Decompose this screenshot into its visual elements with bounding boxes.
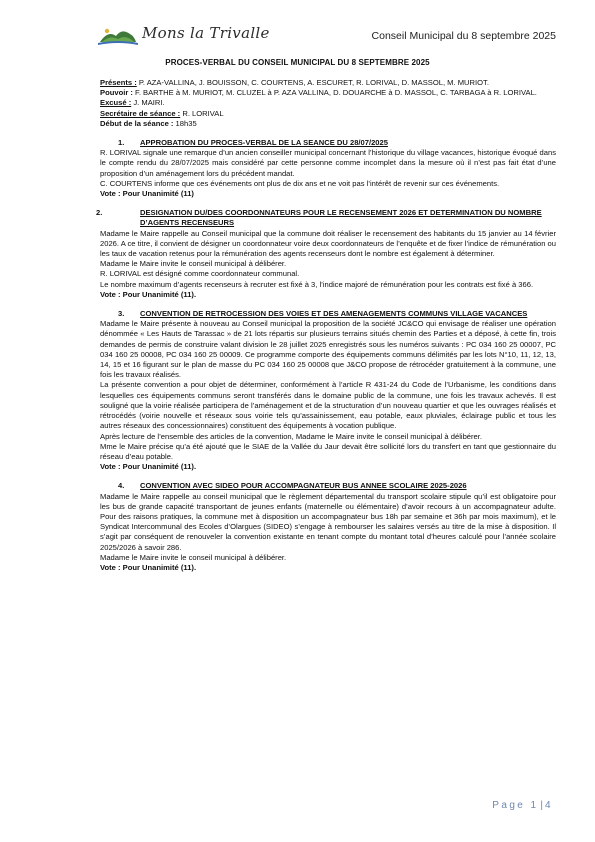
section-paragraph: C. COURTENS informe que ces événements ont plus de dix ans et ne voit pas l’intérêt de revenir sur ces événements. [100, 178, 500, 188]
pouvoir-label: Pouvoir : [100, 88, 133, 98]
pouvoir-value: F. BARTHE à M. MURIOT, M. CLUZEL à P. AZA VALLINA, D. DOUARCHE à D. MASSOL, C. TARBAGA à R. LORIVAL. [132, 88, 537, 98]
section-paragraph: Mme le Maire précise qu’a été ajouté que le SIAE de la Vallée du Jaur devait être sollicité lors du transfert en tant que gestionnaire du réseau d’eau potable. [100, 441, 556, 461]
section-heading [100, 138, 556, 148]
section-paragraph: Madame le Maire invite le conseil municipal à délibérer. [100, 259, 287, 269]
section-heading [100, 481, 556, 491]
section-number: 2. [96, 208, 103, 218]
vote-result: Vote : Pour Unanimité (11) [100, 189, 194, 199]
section-number: 1. [118, 138, 125, 148]
section-paragraph: Madame le Maire invite le conseil municipal à délibérer. [100, 552, 287, 562]
section-heading [96, 208, 556, 228]
document-body [96, 78, 556, 573]
page-total: 4 [545, 800, 553, 811]
section-paragraph: Madame le Maire rappelle au Conseil municipal que la commune doit réaliser le recensement des habitants du 15 janvier au 14 février 2026. A ce titre, il convient de désigner un coordonnateur voire deux coordonnateurs de l’enquête et de fixer l’indice de rémunération ou les taux de vacation retenus pour la rémunération des agents recenseurs dont le nombre est également à déterminer. [100, 228, 556, 259]
presents-value: P. AZA-VALLINA, J. BOUISSON, C. COURTENS, A. ESCURET, R. LORIVAL, D. MASSOL, M. MURIOT. [136, 78, 489, 87]
vote-result: Vote : Pour Unanimité (11). [100, 289, 197, 299]
section-title-text: APPROBATION DU PROCES-VERBAL DE LA SEANCE DU 28/07/2025 [140, 138, 388, 148]
municipality-logo-text: Mons la Trivalle [142, 24, 270, 42]
page-number: 1 [530, 800, 539, 811]
attendance-excuse [100, 98, 556, 108]
debut-label: Début de la séance : [100, 118, 174, 128]
section-paragraph: R. LORIVAL est désigné comme coordonnateur communal. [100, 269, 300, 279]
vote-result: Vote : Pour Unanimité (11). [100, 562, 197, 572]
attendance-debut [100, 119, 556, 129]
attendance-secretaire [100, 109, 556, 119]
secretaire-label: Secrétaire de séance : [100, 108, 181, 118]
section-paragraph: Madame le Maire rappelle au conseil municipal que le règlement départemental du transport scolaire stipule qu’il est obligatoire pour les bus de grande capacité transportant de jeunes enfants (maternelle ou élémentaire) d’avoir recours à un accompagnateur adulte. Pour des raisons pratiques, la commune met à disposition un accompagnateur bus 18h par semaine et 36h par mois maximum), et le Syndicat Intercommunal des Ecoles d’Olargues (SIDEO) s’engage à rembourser les salaires versés au titre de la mise à disposition. Il s’agit par conséquent de renouveler la convention existante en tenant compte du montant total d’heures calculé pour l’année scolaire 2025/2026 à savoir 286. [100, 491, 556, 552]
secretaire-value: R. LORIVAL [180, 108, 224, 118]
meeting-title: Conseil Municipal du 8 septembre 2025 [371, 30, 556, 42]
page-word: Page [492, 800, 526, 811]
excuse-label: Excusé : [100, 98, 132, 108]
attendance-presents [100, 78, 556, 88]
section-paragraph: Après lecture de l’ensemble des articles de la convention, Madame le Maire invite le conseil municipal à délibérer. [100, 431, 482, 441]
page-header [98, 24, 556, 46]
section-number: 4. [118, 481, 125, 491]
document-title: PROCES-VERBAL DU CONSEIL MUNICIPAL DU 8 SEPTEMBRE 2025 [165, 58, 430, 67]
landscape-logo-icon [98, 26, 138, 46]
attendance-pouvoir [100, 88, 556, 98]
section-title-text: CONVENTION DE RETROCESSION DES VOIES ET DES AMENAGEMENTS COMMUNS VILLAGE VACANCES [140, 309, 528, 319]
vote-result: Vote : Pour Unanimité (11). [100, 462, 197, 472]
section-number: 3. [118, 309, 125, 319]
section-title-text: DESIGNATION DU/DES COORDONNATEURS POUR LE RECENSEMENT 2026 ET DETERMINATION DU NOMBRE D’AGENTS RECENSEURS [140, 208, 542, 228]
page-footer: Page 1 | 4 [492, 800, 553, 811]
presents-label: Présents : [100, 78, 137, 87]
section-title-text: CONVENTION AVEC SIDEO POUR ACCOMPAGNATEUR BUS ANNEE SCOLAIRE 2025-2026 [140, 481, 467, 491]
section-paragraph: Le nombre maximum d’agents recenseurs à recruter est fixé à 3, l’indice majoré de rémunération pour les contrats est fixé à 366. [100, 279, 534, 289]
section-paragraph: R. LORIVAL signale une remarque d’un ancien conseiller municipal concernant l’historique du village vacances, historique évoqué dans le compte rendu du 28/07/2025 mais considéré par cette personne comme incomplet dans la mesure où il n’est pas fait état d’une proposition d’un aménagement lors du précédent mandat. [100, 148, 556, 178]
debut-value: 18h35 [173, 118, 197, 128]
section-paragraph: Madame le Maire présente à nouveau au Conseil municipal la proposition de la société JC&CO qui envisage de réaliser une opération dénommée « Les Hauts de Tarassac » de 21 lots répartis sur plusieurs terrains situés chemin des Parties et a déposé, à cette fin, trois demandes de permis de construire valant division le 28 juillet 2025 enregistrés sous les numéros suivants : PC 034 160 25 00007, PC 034 160 25 00008, PC 034 160 25 00009. Ce programme comporte des équipements communs délimités par les lots N°10, 11, 12, 13, 14, 15 et 16 figurant sur le plan de masse du PC 034 160 25 00008 que J&CO propose de rétrocéder gratuitement à la commune, une fois les travaux réalisés. [100, 319, 556, 380]
excuse-value: J. MAIRI. [131, 98, 165, 108]
section-heading [100, 309, 556, 319]
section-paragraph: La présente convention a pour objet de déterminer, conformément à l’article R 431-24 du Code de l’Urbanisme, les conditions dans lesquelles ces équipements communs seront transférés dans le domaine public de la commune, une fois les travaux achevés. Il est souligné que la voirie réalisée participera de l’aménagement et de la structuration d’un nouveau quartier et que les ouvrages réalisés et rétrocédés (voirie nouvelle et réseaux sous voirie tels qu’assainissement, eau potable, eaux pluviales, éclairage public et tous les autres réseaux des concessionnaires) constituent des équipements à vocation publique. [100, 380, 556, 431]
